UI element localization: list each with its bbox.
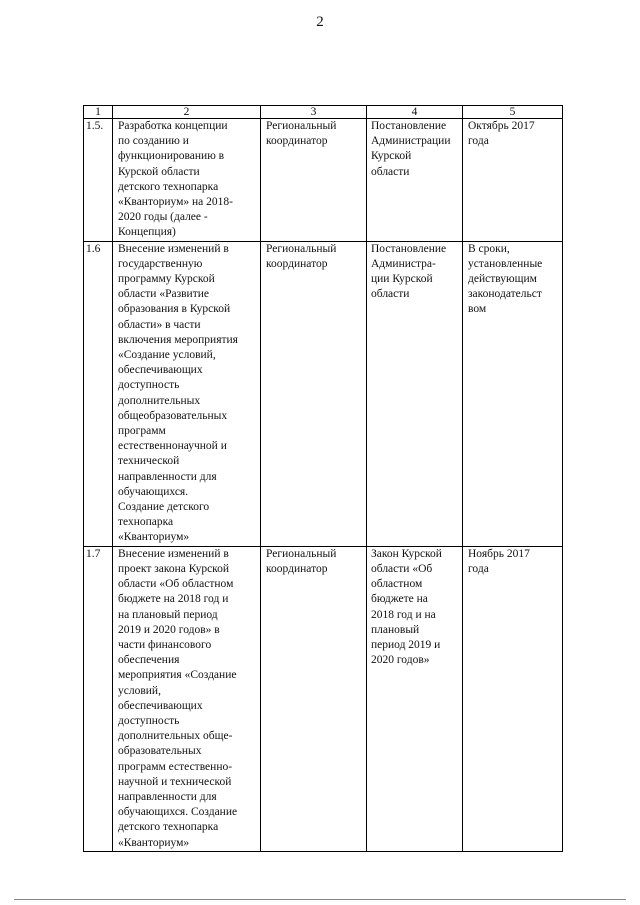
deadline: В сроки, установленные действующим законодательст вом	[468, 242, 543, 316]
scan-edge-line	[14, 899, 626, 900]
table-row	[84, 546, 563, 851]
responsible: Региональный координатор	[266, 547, 337, 575]
responsible-cell	[261, 546, 367, 851]
document-cell	[367, 546, 463, 851]
responsible-cell	[261, 241, 367, 546]
term-cell	[463, 119, 563, 242]
table-row	[84, 241, 563, 546]
column-header: 3	[261, 106, 367, 119]
activity-name: Разработка концепции по созданию и функционированию в Курской области детского технопарка «Кванториум» на 2018- 2020 годы (далее - Концепция)	[118, 120, 233, 239]
document-type: Постановление Администрации Курской области	[371, 120, 451, 178]
column-header: 5	[463, 106, 563, 119]
document-type: Постановление Администра- ции Курской области	[371, 242, 447, 301]
activity-name: Внесение изменений в государственную программу Курской области «Развитие образования в Курской области» в части включения мероприятия «Создание условий, обеспечивающих доступность дополнительных общеобразовательных программ естественнонаучной и технической направленности для обучающихся. Создание детского технопарка «Кванториум»	[118, 242, 238, 544]
activity-name-cell	[113, 119, 261, 242]
table-row	[84, 119, 563, 242]
term-cell	[463, 241, 563, 546]
deadline: Ноябрь 2017 года	[468, 547, 530, 575]
document-type: Закон Курской области «Об областном бюджете на 2018 год и на плановый период 2019 и 2020 годов»	[371, 547, 442, 667]
activity-name-cell	[113, 546, 261, 851]
item-number: 1.6	[86, 242, 101, 255]
activity-plan-table	[83, 105, 563, 852]
item-number: 1.5.	[86, 120, 104, 132]
activity-name: Внесение изменений в проект закона Курской области «Об областном бюджете на 2018 год и на плановый период 2019 и 2020 годов» в части финансового обеспечения мероприятия «Создание условий, обеспечивающих доступность дополнительных обще- образовательных программ естественно- научной и технической направленности для обучающихся. Создание детского технопарка «Кванториум»	[118, 547, 238, 849]
column-header: 1	[84, 106, 113, 119]
deadline: Октябрь 2017 года	[468, 120, 535, 148]
table-header-row	[84, 106, 563, 119]
column-header: 2	[113, 106, 261, 119]
responsible: Региональный координатор	[266, 242, 337, 270]
term-cell	[463, 546, 563, 851]
page-number: 2	[316, 14, 324, 30]
item-number: 1.7	[86, 547, 101, 560]
item-number-cell	[84, 546, 113, 851]
activity-name-cell	[113, 241, 261, 546]
item-number-cell	[84, 241, 113, 546]
item-number-cell	[84, 119, 113, 242]
column-header: 4	[367, 106, 463, 119]
responsible-cell	[261, 119, 367, 242]
responsible: Региональный координатор	[266, 120, 337, 148]
document-cell	[367, 119, 463, 242]
document-cell	[367, 241, 463, 546]
